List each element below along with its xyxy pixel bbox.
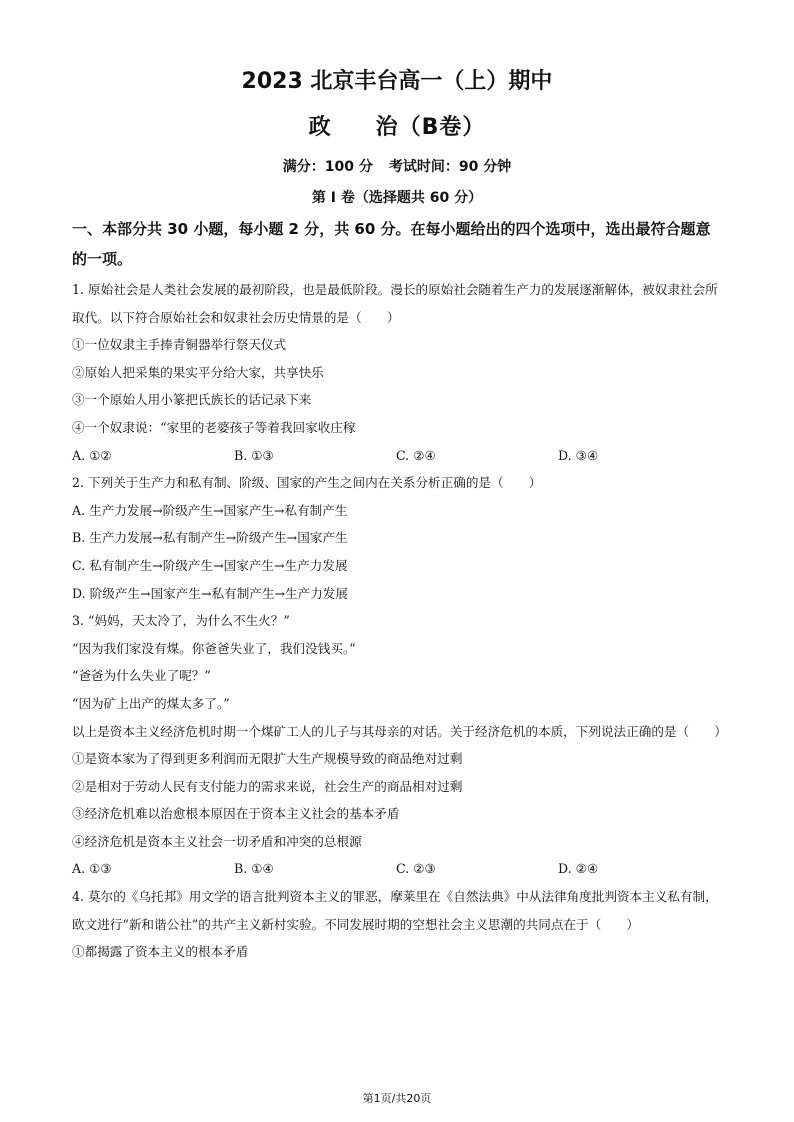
- questions: [72, 276, 727, 966]
- volume-heading: 第 I 卷（选择题共 60 分）: [311, 190, 483, 206]
- q2-option-c: C. 私有制产生→阶级产生→国家产生→生产力发展: [72, 557, 348, 573]
- q4-item: ①都揭露了资本主义的根本矛盾: [72, 944, 249, 960]
- q3-item: ③经济危机难以治愈根本原因在于资本主义社会的基本矛盾: [72, 806, 400, 822]
- q3-item: ①是资本家为了得到更多利润而无限扩大生产规模导致的商品绝对过剩: [72, 751, 463, 767]
- q3-dialog-line: 3. “妈妈，天太冷了，为什么不生火？”: [72, 613, 290, 629]
- exam-title: 2023 北京丰台高一（上）期中: [241, 69, 553, 94]
- q3-dialog-line: “因为我们家没有煤。你爸爸失业了，我们没钱买。”: [72, 640, 356, 656]
- q2-stem: 2. 下列关于生产力和私有制、阶级、国家的产生之间内在关系分析正确的是（ ）: [72, 475, 542, 491]
- q1-choice-a: A. ①②: [72, 447, 112, 463]
- page-number: 第1页/共20页: [362, 1092, 432, 1105]
- q3-choice-a: A. ①③: [72, 861, 112, 877]
- full-score: 满分：100 分: [282, 159, 373, 175]
- q3-dialog-line: “因为矿上出产的煤太多了。”: [72, 695, 230, 711]
- subject-title: [0, 110, 794, 141]
- q3-choice-c: C. ②③: [396, 861, 436, 877]
- q1-item: ④一个奴隶说：“家里的老婆孩子等着我回家收庄稼: [72, 419, 356, 435]
- q2-option-a: A. 生产力发展→阶级产生→国家产生→私有制产生: [72, 502, 348, 518]
- q1-choice-c: C. ②④: [396, 447, 436, 463]
- q3-stem: 以上是资本主义经济危机时期一个煤矿工人的儿子与其母亲的对话。关于经济危机的本质，下列说法正确的是（ ）: [72, 723, 727, 739]
- q1-item: ②原始人把采集的果实平分给大家，共享快乐: [72, 364, 324, 380]
- q3-choices: [72, 855, 722, 883]
- q3-item: ④经济危机是资本主义社会一切矛盾和冲突的总根源: [72, 833, 362, 849]
- subject-left: 政: [308, 115, 332, 140]
- q1-choice-d: D. ③④: [558, 447, 599, 463]
- q1-stem: 1. 原始社会是人类社会发展的最初阶段，也是最低阶段。漫长的原始社会随着生产力的发展逐渐解体，被奴隶社会所取代。以下符合原始社会和奴隶社会历史情景的是（ ）: [72, 282, 718, 325]
- exam-time: 考试时间：90 分钟: [388, 159, 512, 175]
- q1-item: ③一个原始人用小篆把氏族长的话记录下来: [72, 392, 312, 408]
- q1-choices: [72, 442, 722, 470]
- q2-option-b: B. 生产力发展→私有制产生→阶级产生→国家产生: [72, 530, 348, 546]
- q2-option-d: D. 阶级产生→国家产生→私有制产生→生产力发展: [72, 585, 348, 601]
- q3-choice-b: B. ①④: [234, 861, 274, 877]
- subject-right: 治（B卷）: [375, 115, 486, 140]
- q1-item: ①一位奴隶主手捧青铜器举行祭天仪式: [72, 337, 287, 353]
- q1-choice-b: B. ①③: [234, 447, 274, 463]
- q4-stem: 4. 莫尔的《乌托邦》用文学的语言批判资本主义的罪恶，摩莱里在《自然法典》中从法律角度批判资本主义私有制，欧文进行“新和谐公社”的共产主义新村实验。不同发展时期的空想社会主义思潮的共同点在于（ ）: [72, 889, 718, 932]
- q3-choice-d: D. ②④: [558, 861, 599, 877]
- q3-dialog-line: “爸爸为什么失业了呢？”: [72, 668, 211, 684]
- section-instruction: 一、本部分共 30 小题，每小题 2 分，共 60 分。在每小题给出的四个选项中，选出最符合题意的一项。: [72, 220, 711, 268]
- q3-item: ②是相对于劳动人民有支付能力的需求来说，社会生产的商品相对过剩: [72, 778, 463, 794]
- exam-meta: [0, 156, 794, 176]
